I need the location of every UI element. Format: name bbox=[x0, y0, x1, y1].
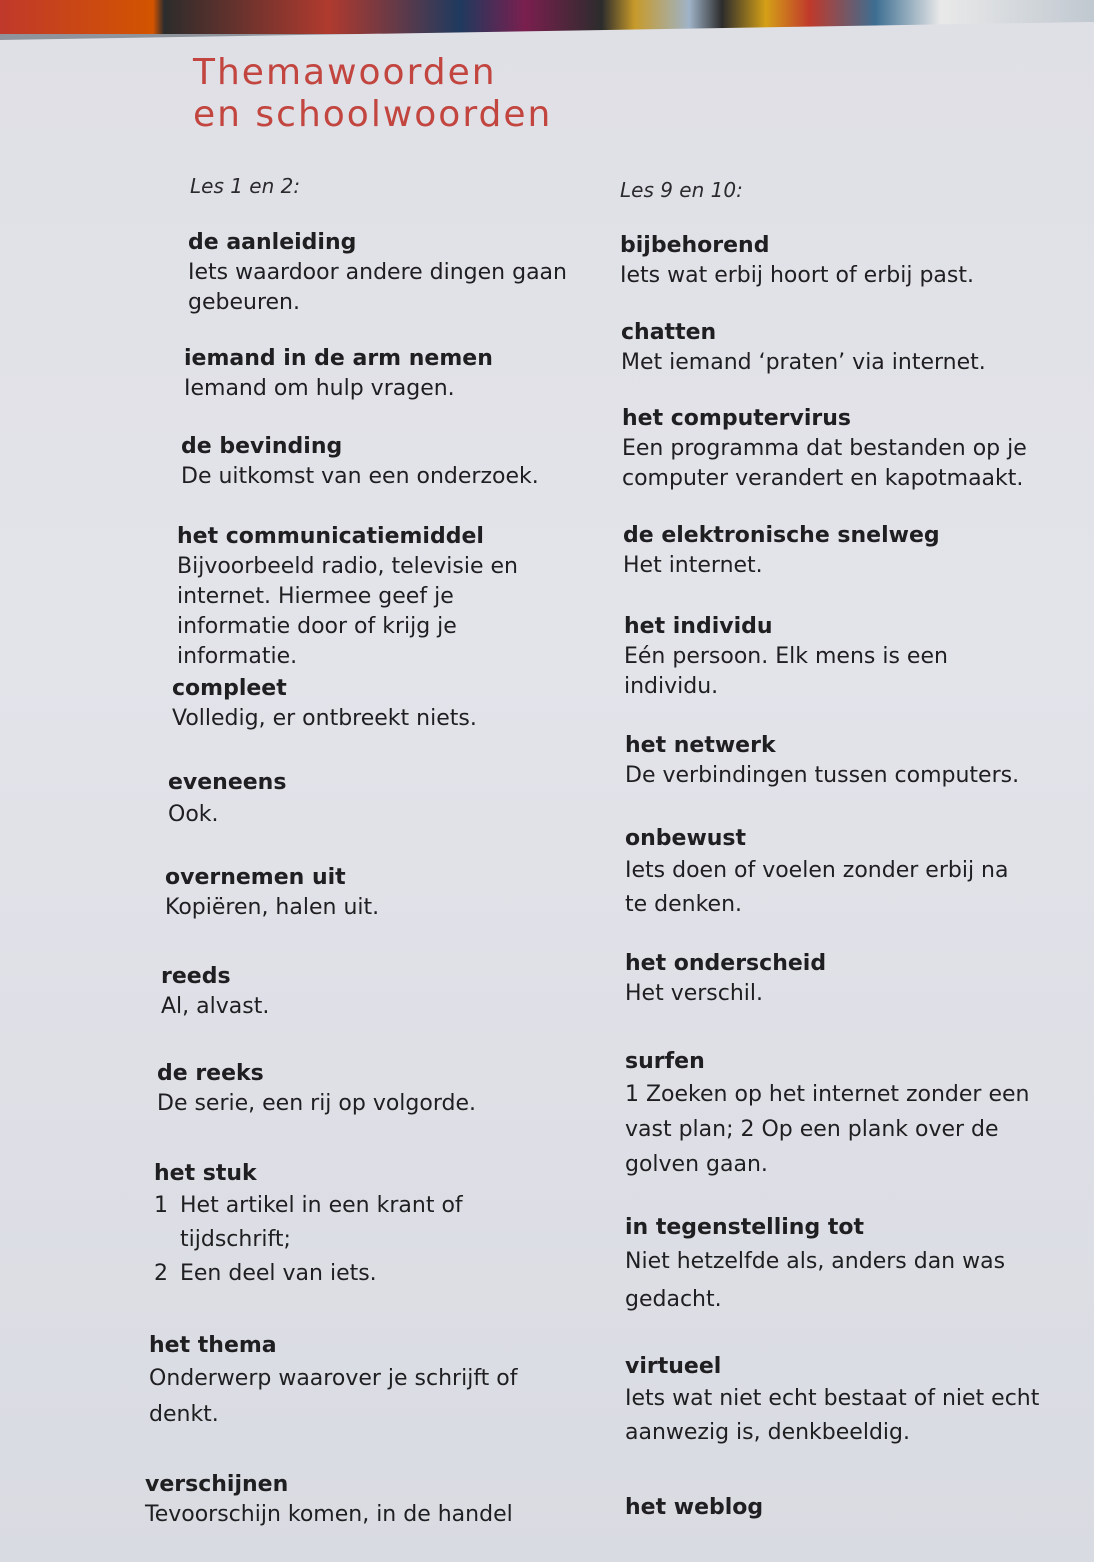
entry-definition: De verbindingen tussen computers. bbox=[625, 763, 1020, 788]
entry-definition: Iets waardoor andere dingen gaan gebeuren. bbox=[188, 260, 567, 315]
entry-definition: Een programma dat bestanden op je computer verandert en kapotmaakt. bbox=[622, 436, 1027, 491]
entry-virtueel bbox=[625, 1352, 1065, 1450]
entry-definition: Het verschil. bbox=[625, 981, 764, 1006]
entry-term: het weblog bbox=[625, 1495, 764, 1520]
entry-term: eveneens bbox=[168, 770, 287, 795]
entry-definition: Ook. bbox=[168, 802, 219, 827]
numbered-definition-item bbox=[154, 1257, 514, 1291]
entry-in-tegenstelling-tot bbox=[625, 1213, 1025, 1319]
entry-term: het thema bbox=[149, 1333, 277, 1358]
entry-term: reeds bbox=[161, 964, 231, 989]
entry-term: bijbehorend bbox=[620, 233, 770, 258]
entry-eveneens bbox=[168, 768, 608, 830]
entry-reeds bbox=[161, 962, 601, 1022]
entry-bevinding bbox=[181, 432, 621, 492]
entry-definition: De uitkomst van een onderzoek. bbox=[181, 464, 539, 489]
entry-term: de reeks bbox=[157, 1061, 264, 1086]
entry-term: iemand in de arm nemen bbox=[184, 346, 493, 371]
title-line-2: en schoolwoorden bbox=[193, 94, 553, 135]
entry-term: compleet bbox=[172, 676, 287, 701]
entry-term: de aanleiding bbox=[188, 230, 357, 255]
item-number: 2 bbox=[154, 1261, 168, 1286]
entry-onderscheid bbox=[625, 949, 1065, 1009]
entry-overnemen-uit bbox=[165, 863, 605, 923]
entry-term: surfen bbox=[625, 1049, 705, 1074]
page-title bbox=[193, 52, 552, 136]
entry-verschijnen bbox=[145, 1470, 565, 1530]
entry-elektronische-snelweg bbox=[623, 521, 1063, 581]
item-text: Een deel van iets. bbox=[180, 1261, 377, 1286]
entry-definition: De serie, een rij op volgorde. bbox=[157, 1091, 476, 1116]
entry-definition: Iets doen of voelen zonder erbij na te denken. bbox=[625, 858, 1009, 917]
entry-bijbehorend bbox=[620, 231, 1060, 291]
entry-term: in tegenstelling tot bbox=[625, 1215, 865, 1240]
entry-term: verschijnen bbox=[145, 1472, 289, 1497]
entry-in-de-arm-nemen bbox=[184, 344, 624, 404]
entry-definition: Bijvoorbeeld radio, televisie en internet. Hiermee geef je informatie door of krijg je informatie. bbox=[177, 554, 518, 669]
entry-surfen bbox=[625, 1047, 1045, 1182]
entry-definition: Al, alvast. bbox=[161, 994, 270, 1019]
entry-definition: Onderwerp waarover je schrijft of denkt. bbox=[149, 1366, 518, 1427]
entry-term: het computervirus bbox=[622, 406, 852, 431]
entry-definition: Eén persoon. Elk mens is een individu. bbox=[624, 644, 948, 699]
entry-netwerk bbox=[625, 731, 1065, 791]
title-line-1: Themawoorden bbox=[193, 52, 497, 93]
entry-definition: Met iemand ‘praten’ via internet. bbox=[621, 350, 986, 375]
item-text: Het artikel in een krant of tijdschrift; bbox=[180, 1193, 463, 1252]
entry-term: onbewust bbox=[625, 826, 747, 851]
entry-definition: Kopiëren, halen uit. bbox=[165, 895, 380, 920]
entry-definition: Iets wat niet echt bestaat of niet echt aanwezig is, denkbeeldig. bbox=[625, 1386, 1040, 1445]
left-column-heading: Les 1 en 2: bbox=[190, 174, 301, 198]
entry-definition: Iemand om hulp vragen. bbox=[184, 376, 455, 401]
entry-term: het stuk bbox=[154, 1161, 257, 1186]
entry-thema bbox=[149, 1331, 549, 1433]
entry-compleet bbox=[172, 674, 612, 734]
right-column-heading: Les 9 en 10: bbox=[620, 178, 743, 202]
entry-term: virtueel bbox=[625, 1354, 722, 1379]
entry-term: de elektronische snelweg bbox=[623, 523, 940, 548]
entry-numbered-definitions bbox=[154, 1189, 514, 1291]
entry-onbewust bbox=[625, 824, 1035, 922]
entry-stuk bbox=[154, 1159, 514, 1291]
entry-aanleiding bbox=[188, 228, 588, 318]
numbered-definition-item bbox=[154, 1189, 510, 1257]
entry-definition: Volledig, er ontbreekt niets. bbox=[172, 706, 477, 731]
entry-term: het netwerk bbox=[625, 733, 776, 758]
entry-definition: Niet hetzelfde als, anders dan was gedacht. bbox=[625, 1249, 1006, 1312]
entry-computervirus bbox=[622, 404, 1042, 494]
entry-weblog bbox=[625, 1493, 1065, 1523]
entry-definition: Het internet. bbox=[623, 553, 763, 578]
entry-definition: Iets wat erbij hoort of erbij past. bbox=[620, 263, 974, 288]
entry-term: overnemen uit bbox=[165, 865, 346, 890]
item-number: 1 bbox=[154, 1193, 168, 1218]
entry-term: het communicatiemiddel bbox=[177, 524, 484, 549]
entry-term: chatten bbox=[621, 320, 717, 345]
entry-term: het onderscheid bbox=[625, 951, 827, 976]
entry-communicatiemiddel bbox=[177, 522, 587, 672]
entry-reeks bbox=[157, 1059, 597, 1119]
entry-definition: 1 Zoeken op het internet zonder een vast plan; 2 Op een plank over de golven gaan. bbox=[625, 1082, 1030, 1177]
entry-individu bbox=[624, 612, 964, 702]
entry-chatten bbox=[621, 318, 1061, 378]
entry-term: het individu bbox=[624, 614, 773, 639]
entry-term: de bevinding bbox=[181, 434, 343, 459]
entry-definition: Tevoorschijn komen, in de handel bbox=[145, 1502, 513, 1527]
